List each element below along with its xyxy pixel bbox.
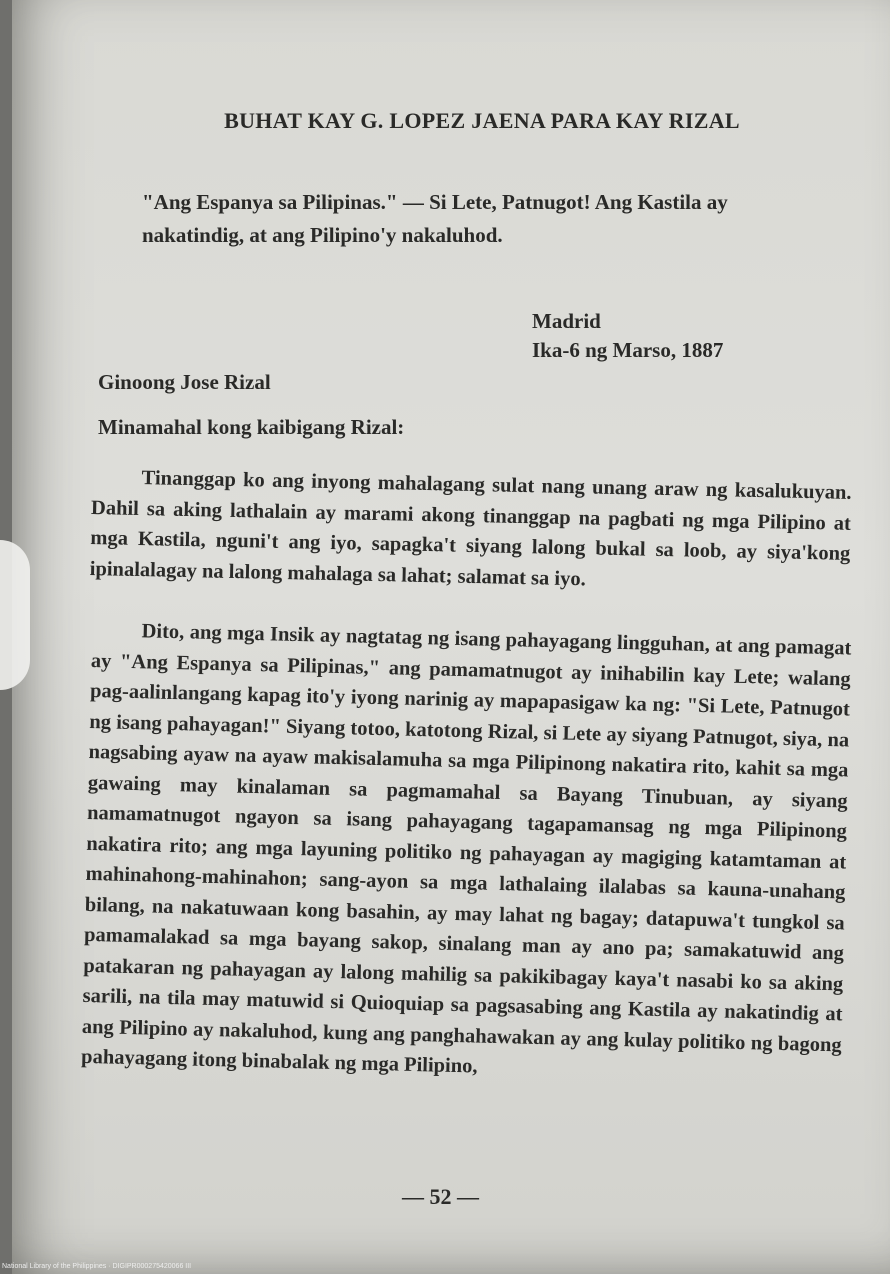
epigraph: "Ang Espanya sa Pilipinas." — Si Lete, Patnugot! Ang Kastila ay nakatindig, at ang Pilipino'y nakaluhod. (142, 190, 728, 247)
page-heading: BUHAT KAY G. LOPEZ JAENA PARA KAY RIZAL (224, 108, 740, 133)
paragraph-2: Dito, ang mga Insik ay nagtatag ng isang pahayagang lingguhan, at ang pamagat ay "Ang Espanya sa Pilipinas," ang pamamatnugot ay inihabilin kay Lete; walang pag-aalinlangang kapag ito'y iyong narinig ay mapapasigaw ka ng: "Si Lete, Patnugot ng isang pahayagan!" Siyang totoo, katotong Rizal, si Lete ay siyang Patnugot, siya, na nagsabing ayaw na ayaw makisalamuha sa mga Pilipinong nakatira rito, kahit sa mga gawaing may kinalaman sa pagmamahal sa Bayang Tinubuan, ay siyang namamatnugot ngayon sa isang pahayagang tagapamansag ng mga Pilipinong nakatira rito; ang mga layuning politiko ng pahayagan ay magiging katamtaman at mahinahong-mahinahon; sang-ayon sa mga lathalaing ilalabas sa kauna-unahang bilang, na nakatuwaan kong basahin, ay may lahat ng bagay; datapuwa't tungkol sa pamamalakad sa mga bayang sakop, sinalang man ay ano pa; samakatuwid ang patakaran ng pahayagan ay lalong mahilig sa pakikibagay kaya't nasabi ko sa aking sarili, na tila may matuwid si Quioquiap sa pagsasabing ang Kastila ay nakatindig at ang Pilipino ay nakaluhod, kung ang panghahawakan ay ang kulay politiko ng bagong pahayagang itong binabalak ng mga Pilipino, (80, 620, 852, 1078)
library-credit: National Library of the Philippines · DIGIPR000275420066 III (2, 1263, 192, 1270)
salutation-greeting: Minamahal kong kaibigang Rizal: (98, 415, 405, 439)
binding-edge (0, 540, 30, 690)
letter-date: Ika-6 ng Marso, 1887 (532, 338, 724, 362)
salutation-name: Ginoong Jose Rizal (98, 370, 271, 394)
paragraph-1: Tinanggap ko ang inyong mahalagang sulat nang unang araw ng kasalukuyan. Dahil sa aking lathalain ay marami akong tinanggap na pagbati ng mga Pilipino at mga Kastila, nguni't ang iyo, sapagka't siyang lalong bukal sa loob, ay siya'kong ipinalalagay na lalong mahalaga sa lahat; salamat sa iyo. (89, 467, 852, 590)
page-number: — 52 — (402, 1184, 479, 1209)
letter-place: Madrid (532, 309, 601, 333)
scanned-page (12, 0, 890, 1274)
